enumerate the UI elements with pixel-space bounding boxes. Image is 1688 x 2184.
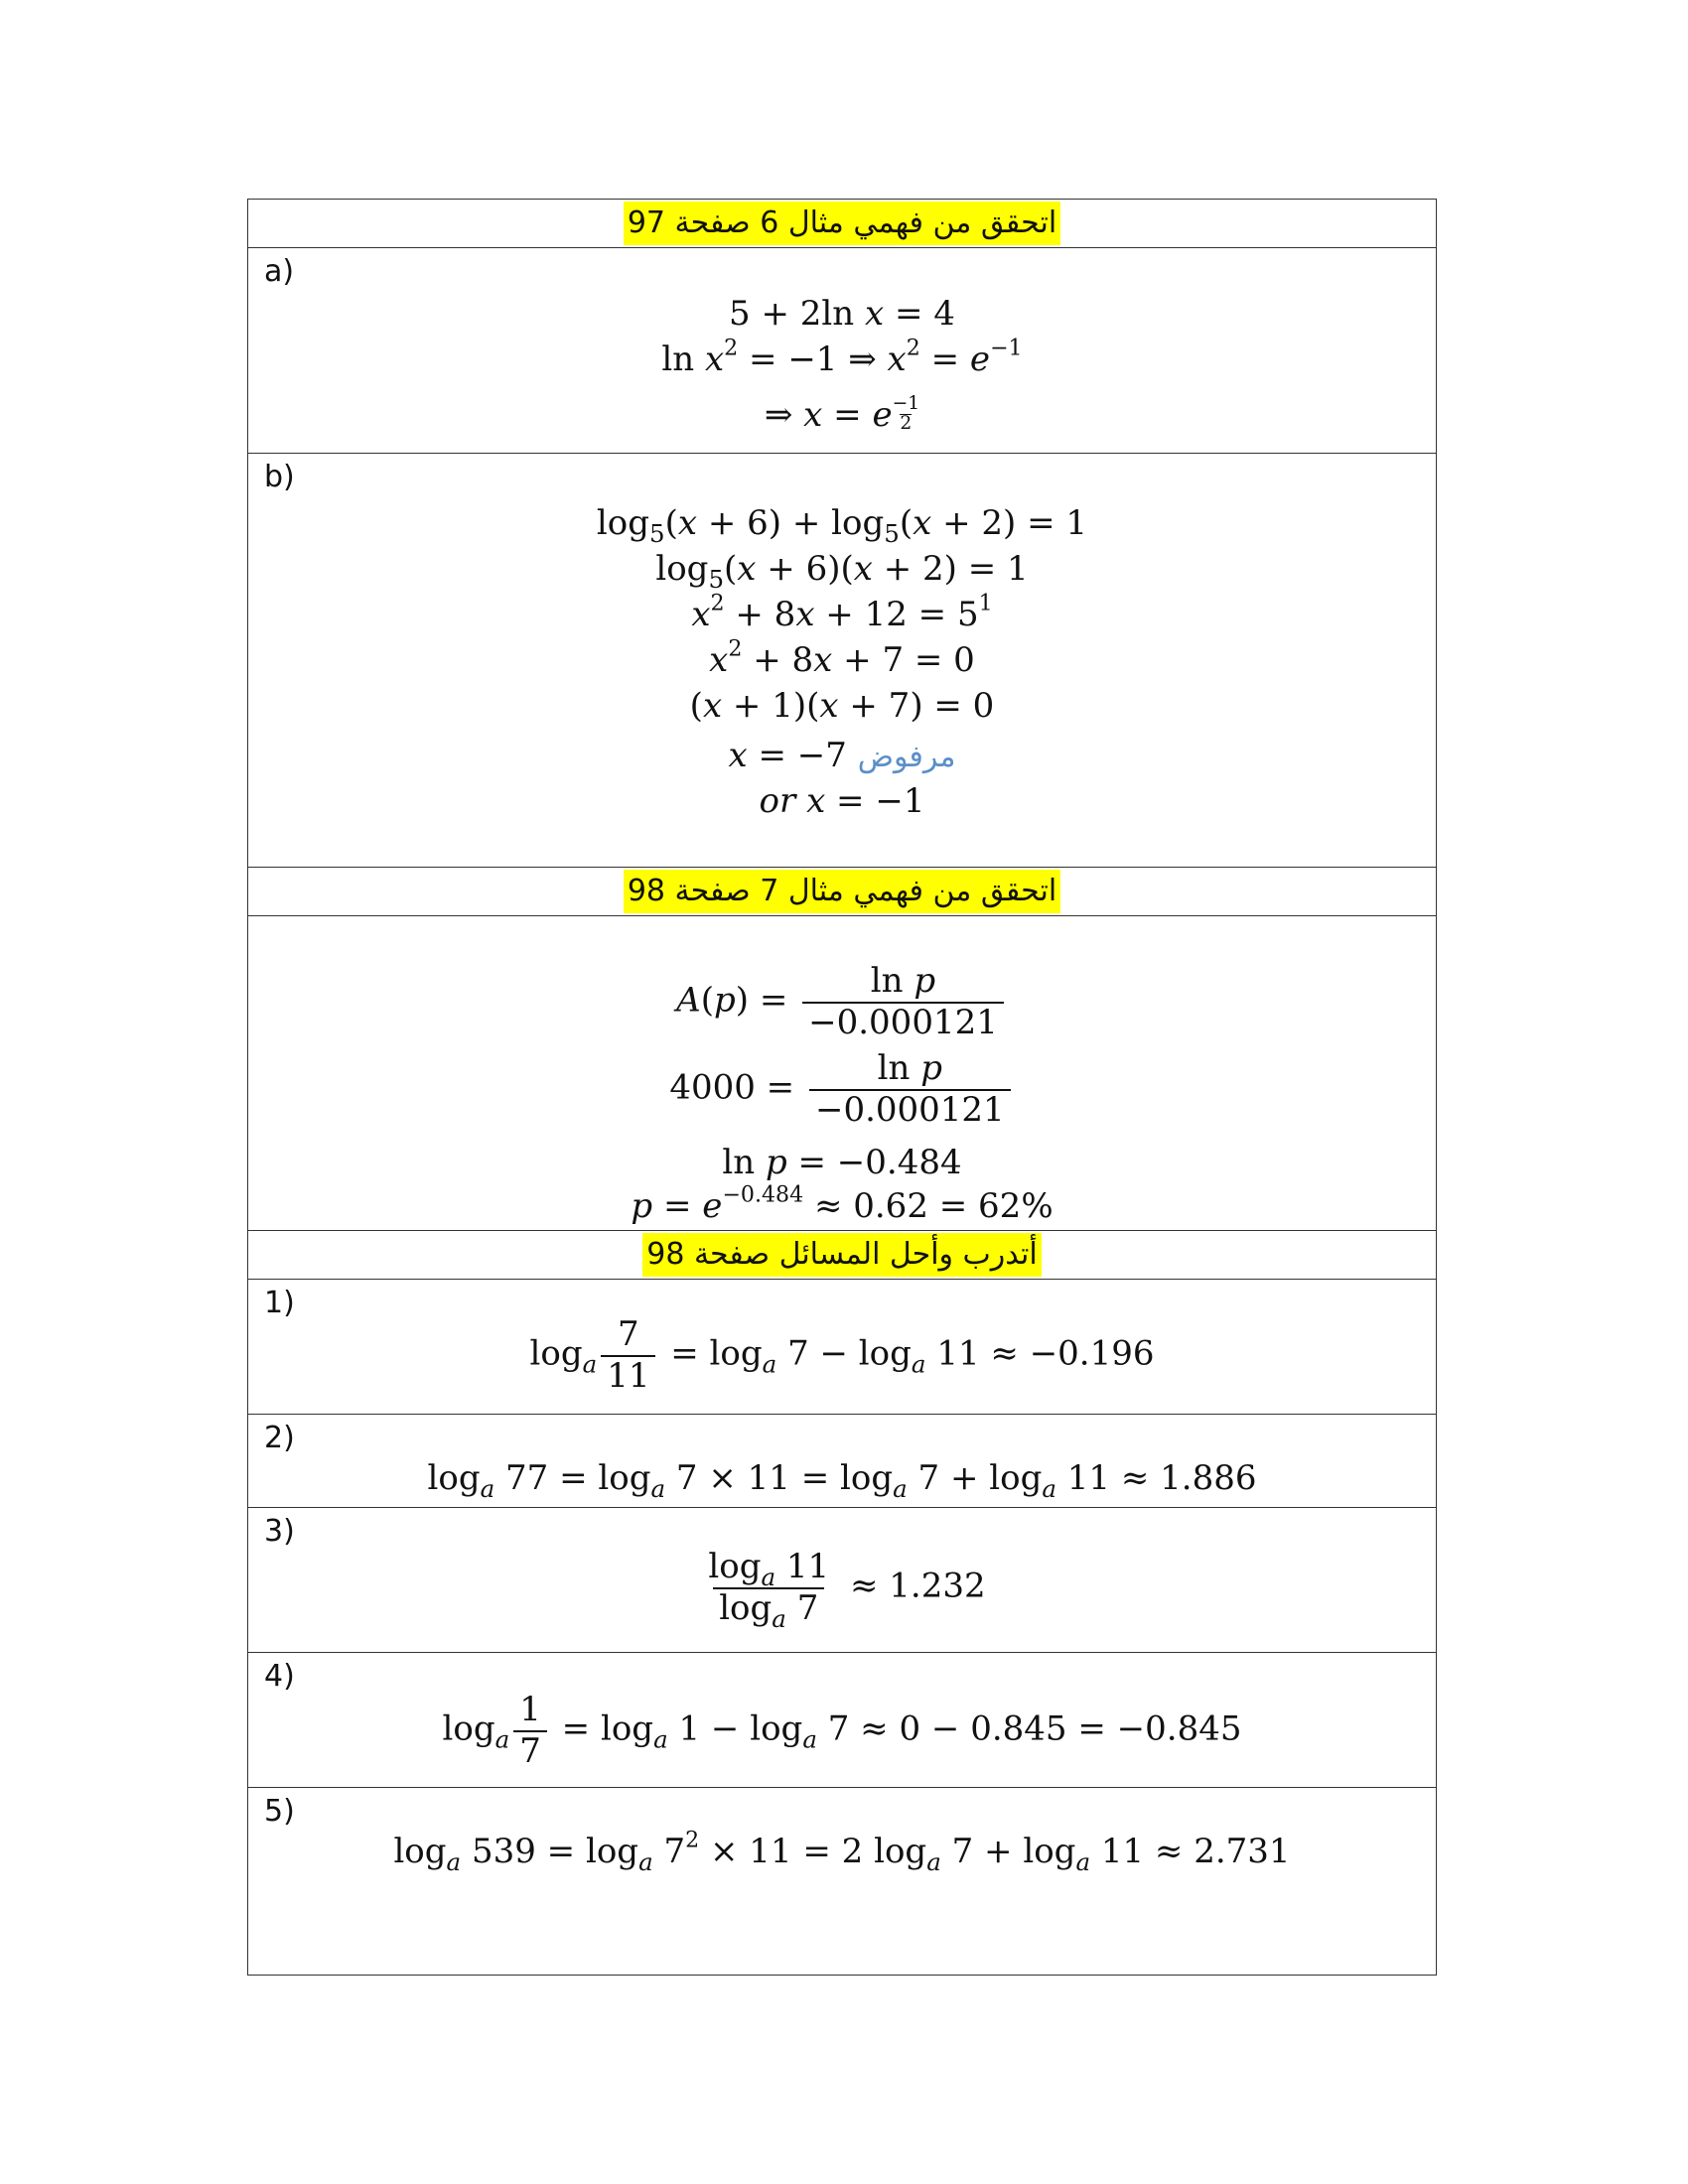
equation-line: $p = e^{-0.484} \approx 0.62 = 62\%$ [631, 1181, 1054, 1226]
equation-line: ⇒ x = e $\frac{-1}{2}$ [764, 393, 920, 435]
example-7-row [248, 916, 1436, 1231]
problem-5-row [248, 1788, 1436, 1975]
equation-line: $x^2 + 8x + 12 = 5^1$ [691, 590, 993, 634]
equation-line: 5 + 2ln x = 4 [729, 294, 955, 334]
equation-line: (x + 1)(x + 7) = 0 [689, 686, 995, 726]
equation-line: x = −7 مرفوض [728, 736, 956, 775]
problem-3-row [248, 1508, 1436, 1653]
section-header-example-7 [248, 868, 1436, 916]
equation-line: $\log_a 77 = \log_a 7 \times 11 = \log_a 7 + \log_a 11 \approx 1.886$ [427, 1458, 1257, 1503]
section-header-practice [248, 1231, 1436, 1280]
part-label: 1) [264, 1286, 295, 1320]
part-label: a) [264, 254, 295, 289]
equation-line: $\frac{\log_a 11}{\log_a 7}$ ≈ 1.232 [708, 1547, 986, 1633]
section-header-example-6 [248, 200, 1436, 248]
problem-2-row [248, 1415, 1436, 1508]
problem-1-row [248, 1280, 1436, 1415]
equation-line: A(p) = $\frac{\text{ln p}}{-0.000121}$ [248, 964, 1436, 1040]
part-label: 3) [264, 1514, 295, 1549]
header-text: أتدرب وأحل المسائل صفحة 98 [642, 1233, 1041, 1277]
equation-line: $\log_5(x + 6) + \log_5(x + 2) = 1$ [596, 503, 1088, 548]
or-word: or [759, 781, 796, 821]
equation-line: or x = −1 [759, 781, 925, 821]
equation-line: 4000 = $\frac{\text{ln p}}{-0.000121}$ [248, 1051, 1436, 1128]
header-text: اتحقق من فهمي مثال 7 صفحة 98 [624, 870, 1060, 913]
equation-line: $x^2 + 8x + 7 = 0$ [709, 635, 975, 680]
part-label: 4) [264, 1659, 295, 1694]
part-label: 2) [264, 1421, 295, 1455]
equation-line: $\log_a$ $\frac{7}{11}$ = $\log_a 7 - \log_a 11 \approx -0.196$ [529, 1314, 1155, 1396]
part-label: 5) [264, 1794, 295, 1829]
solutions-table [247, 199, 1437, 1976]
part-a-row [248, 248, 1436, 454]
result-value: ≈ 1.232 [849, 1566, 986, 1606]
problem-4-row [248, 1653, 1436, 1788]
part-label: b) [264, 460, 295, 494]
rejected-note: مرفوض [857, 740, 956, 774]
equation-line: $\log_5(x + 6)(x + 2) = 1$ [655, 549, 1029, 594]
header-text: اتحقق من فهمي مثال 6 صفحة 97 [624, 202, 1060, 245]
equation-line: ln p = −0.484 [722, 1143, 962, 1182]
equation-line: $\ln x^2 = -1$ ⇒ $x^2 = e^{-1}$ [661, 335, 1023, 379]
equation-line: $\log_a$ $\frac{1}{7}$ = $\log_a 1 - \log_a 7 \approx 0 - 0.845 = -0.845$ [442, 1690, 1242, 1771]
part-b-row [248, 454, 1436, 868]
equation-line: $\log_a 539 = \log_a 7^2 \times 11 = 2$ $\log_a 7 + \log_a 11 \approx 2.731$ [393, 1827, 1291, 1876]
